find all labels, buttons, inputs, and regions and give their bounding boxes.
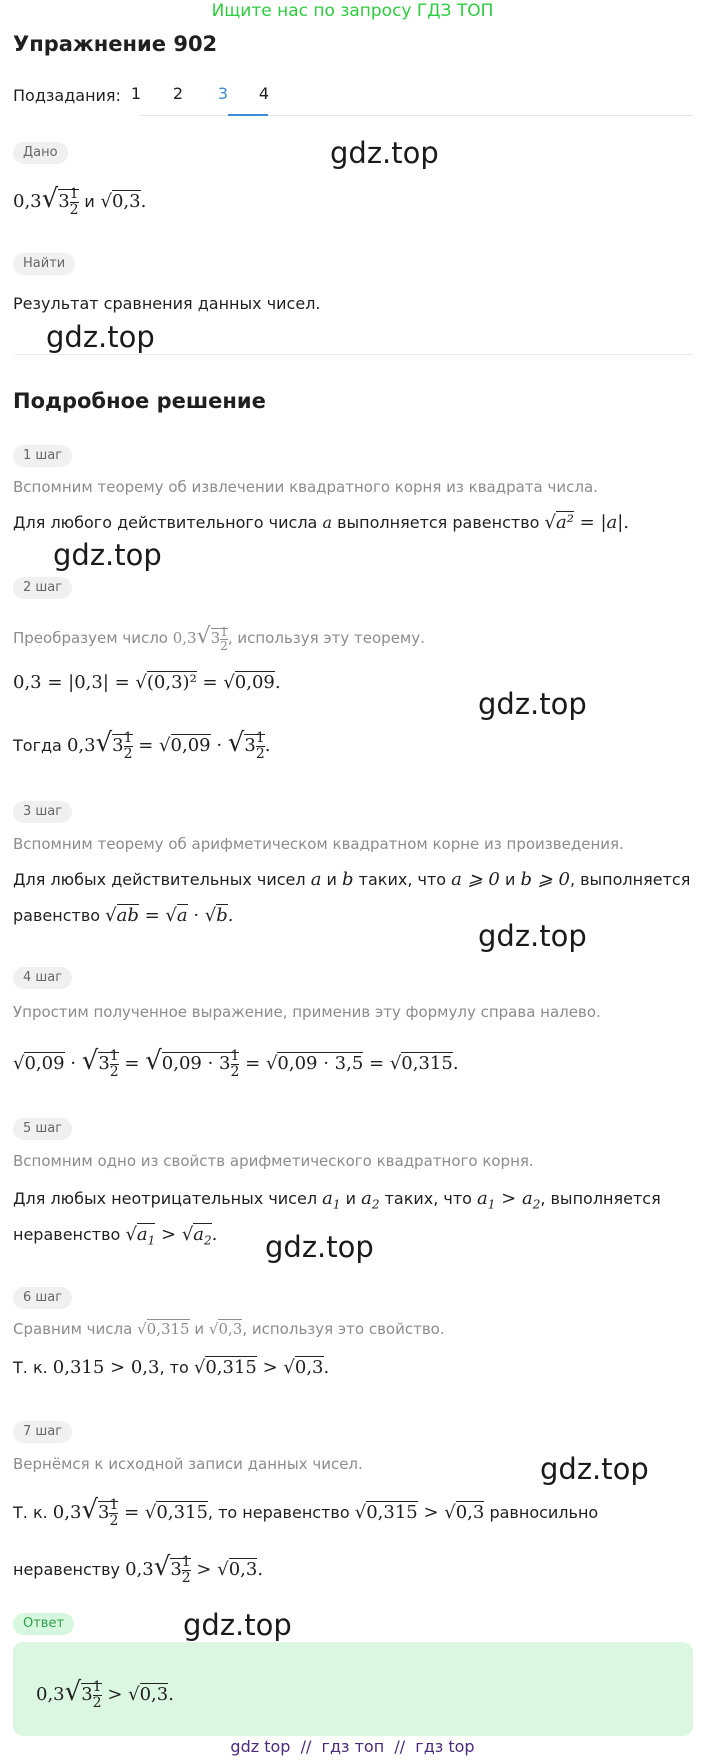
footer-links[interactable]: gdz top // гдз топ // гдз top [230,1737,475,1756]
step-1-chip: 1 шаг [13,445,72,467]
given-chip: Дано [13,142,68,164]
step-2-hint: Преобразуем число 0,3√3 $\frac{1}{2}$ , используя эту теорему. [13,624,425,653]
watermark: gdz.top [540,1452,649,1486]
step-7-hint: Вернёмся к исходной записи данных чисел. [13,1455,363,1473]
watermark: gdz.top [478,919,587,953]
step-5-line-2: неравенство $√a_1 > √a_2$. [13,1224,218,1248]
step-3-chip: 3 шаг [13,801,72,823]
step-7-chip: 7 шаг [13,1421,72,1443]
step-3-hint: Вспомним теорему об арифметическом квадратном корне из произведения. [13,835,624,853]
step-3-line-2: равенство √ab = √a · √b. [13,905,234,926]
step-2-line-2: Тогда 0,3√3 $\frac{1}{2}$ = √0,09 · √3 $\frac{1}{2}$ . [13,728,271,762]
subtask-tab-3[interactable]: 3 [217,84,229,103]
solution-title: Подробное решение [13,389,266,413]
step-2-chip: 2 шаг [13,577,72,599]
step-1-hint: Вспомним теорему об извлечении квадратного корня из квадрата числа. [13,478,598,496]
page-title: Упражнение 902 [13,32,218,56]
watermark: gdz.top [478,687,587,721]
watermark: gdz.top [265,1230,374,1264]
search-banner: Ищите нас по запросу ГДЗ ТОП [211,1,494,21]
step-5-hint: Вспомним одно из свойств арифметического квадратного корня. [13,1152,534,1170]
active-tab-indicator [228,114,268,116]
step-1-line-1: Для любого действительного числа a выполняется равенство √a² = |a|. [13,512,630,533]
subtask-tab-2[interactable]: 2 [172,84,184,103]
answer-formula: 0,3√3 $\frac{1}{2}$ > √0,3. [36,1677,174,1711]
step-2-line-1: 0,3 = |0,3| = √(0,3)² = √0,09. [13,672,281,693]
watermark: gdz.top [53,538,162,572]
step-4-formula: √0,09 · √3 $\frac{1}{2}$ = √0,09 · 3 $\frac{1}{2}$ = √0,09 · 3,5 = √0,315. [13,1046,459,1080]
subtask-tab-1[interactable]: 1 [130,84,142,103]
step-3-line-1: Для любых действительных чисел a и b таких, что a ⩾ 0 и b ⩾ 0, выполняется [13,869,691,890]
step-6-line-1: Т. к. 0,315 > 0,3, то √0,315 > √0,3. [13,1357,330,1378]
subtasks-label: Подзадания: [13,86,121,105]
find-text: Результат сравнения данных чисел. [13,294,321,313]
subtabs-divider [140,115,693,116]
step-5-chip: 5 шаг [13,1118,72,1140]
answer-chip: Ответ [13,1613,74,1635]
watermark: gdz.top [46,320,155,354]
step-6-hint: Сравним числа √0,315 и √0,3, используя это свойство. [13,1320,445,1338]
subtask-tab-4[interactable]: 4 [258,84,270,103]
step-7-line-1: Т. к. 0,3√3 $\frac{1}{2}$ = √0,315, то неравенство √0,315 > √0,3 равносильно [13,1495,599,1529]
step-4-hint: Упростим полученное выражение, применив эту формулу справа налево. [13,1003,601,1021]
step-6-chip: 6 шаг [13,1287,72,1309]
watermark: gdz.top [183,1608,292,1642]
section-divider [13,354,693,355]
watermark: gdz.top [330,136,439,170]
find-chip: Найти [13,253,75,275]
step-5-line-1: Для любых неотрицательных чисел $a_1$ и $a_2$ таких, что $a_1 > a_2$, выполняется [13,1188,661,1212]
step-7-line-2: неравенству 0,3√3 $\frac{1}{2}$ > √0,3. [13,1552,264,1586]
step-4-chip: 4 шаг [13,967,72,989]
given-expression: 0,3√3 $\frac{1}{2}$ и √0,3. [13,184,147,218]
